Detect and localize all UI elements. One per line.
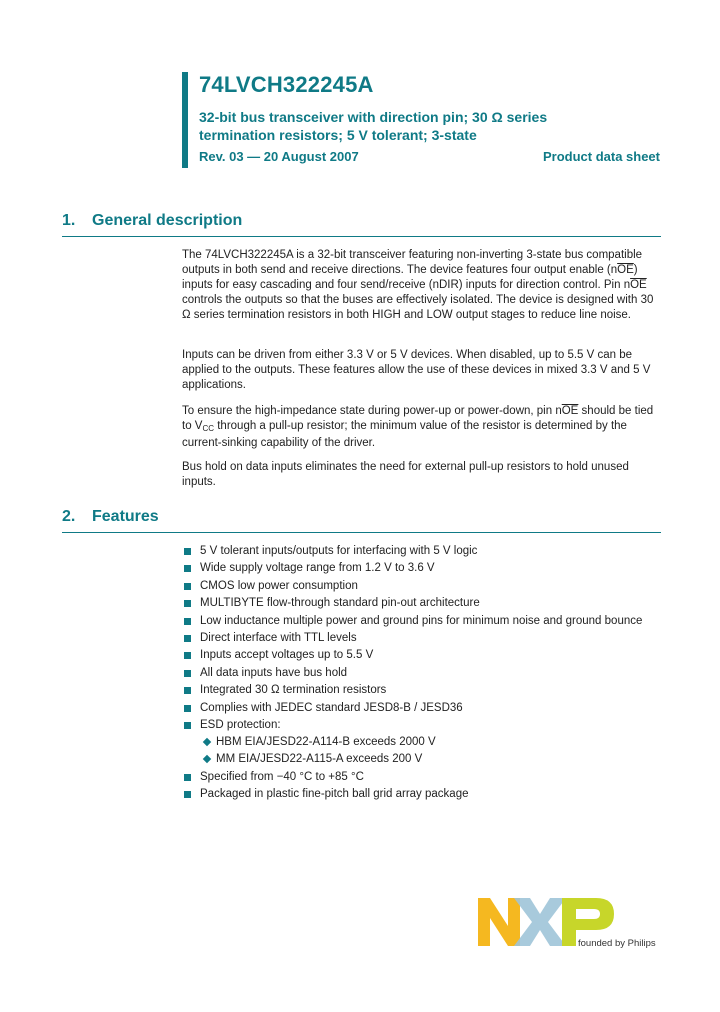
document-title: 74LVCH322245A <box>199 72 374 97</box>
square-bullet-icon <box>184 652 191 659</box>
logo-letter-n <box>478 898 520 946</box>
feature-item: Packaged in plastic fine-pitch ball grid array package <box>182 787 662 802</box>
section-general-description-heading <box>62 212 661 237</box>
subtitle-line-1: 32-bit bus transceiver with direction pin; 30 Ω series <box>199 109 548 125</box>
document-type: Product data sheet <box>542 149 660 164</box>
feature-item: Complies with JEDEC standard JESD8-B / JESD36 <box>182 701 662 716</box>
general-description-paragraph-4: Bus hold on data inputs eliminates the need for external pull-up resistors to hold unused inputs. <box>182 461 629 488</box>
header-accent-bar <box>182 72 188 168</box>
esd-sub-list <box>200 735 662 767</box>
section-number: 1. <box>62 212 76 229</box>
general-description-paragraph-1: The 74LVCH322245A is a 32-bit transceiver featuring non-inverting 3-state bus compatible outputs in both send and receive directions. The device features four output enable $(n\overline{OE})$ inputs for easy cascading and four send/receive (nDIR) inputs for direction control. Pin $n\overline{OE}$ controls the outputs so that the buses are effectively isolated. The device is designed with 30 Ω series termination resistors in both HIGH and LOW output stages to reduce line noise. <box>182 249 654 321</box>
nxp-logo <box>478 896 668 956</box>
feature-item: Inputs accept voltages up to 5.5 V <box>182 648 662 663</box>
feature-item: All data inputs have bus hold <box>182 666 662 681</box>
section-title: Features <box>92 508 159 525</box>
general-description-paragraph-3: To ensure the high-impedance state during power-up or power-down, pin $n\overline{OE}$ should be tied to $V_{CC}$ through a pull-up resistor; the minimum value of the resistor is determined by the current-sinking capability of the driver. <box>182 405 654 449</box>
feature-item: Specified from −40 °C to +85 °C <box>182 770 662 785</box>
revision-info: Rev. 03 — 20 August 2007 <box>199 149 359 164</box>
feature-item: Wide supply voltage range from 1.2 V to 3.6 V <box>182 561 662 576</box>
general-description-paragraph-2: Inputs can be driven from either 3.3 V or 5 V devices. When disabled, up to 5.5 V can be applied to the outputs. These features allow the use of these devices in mixed 3.3 V and 5 V applications. <box>182 349 651 391</box>
logo-tagline: founded by Philips <box>578 938 656 949</box>
square-bullet-icon <box>184 791 191 798</box>
square-bullet-icon <box>184 722 191 729</box>
feature-item: Low inductance multiple power and ground pins for minimum noise and ground bounce <box>182 614 662 629</box>
section-title: General description <box>92 212 243 229</box>
feature-item: MULTIBYTE flow-through standard pin-out architecture <box>182 596 662 611</box>
square-bullet-icon <box>184 600 191 607</box>
feature-item: CMOS low power consumption <box>182 579 662 594</box>
square-bullet-icon <box>184 670 191 677</box>
feature-item: Integrated 30 Ω termination resistors <box>182 683 662 698</box>
feature-item-esd: ESD protection: HBM EIA/JESD22-A114-B exceeds 2000 V MM EIA/JESD22-A115-A exceeds 200 V <box>182 718 662 767</box>
esd-item: HBM EIA/JESD22-A114-B exceeds 2000 V <box>200 735 662 750</box>
square-bullet-icon <box>184 583 191 590</box>
feature-item: Direct interface with TTL levels <box>182 631 662 646</box>
esd-item: MM EIA/JESD22-A115-A exceeds 200 V <box>200 752 662 767</box>
features-list <box>182 544 662 804</box>
subtitle-line-2: termination resistors; 5 V tolerant; 3-state <box>199 127 477 143</box>
section-number: 2. <box>62 508 76 525</box>
section-features-heading <box>62 508 661 533</box>
logo-letter-x <box>514 898 566 946</box>
square-bullet-icon <box>184 774 191 781</box>
document-subtitle <box>199 108 669 144</box>
diamond-bullet-icon <box>203 755 211 763</box>
feature-item: 5 V tolerant inputs/outputs for interfacing with 5 V logic <box>182 544 662 559</box>
square-bullet-icon <box>184 687 191 694</box>
diamond-bullet-icon <box>203 738 211 746</box>
square-bullet-icon <box>184 618 191 625</box>
square-bullet-icon <box>184 635 191 642</box>
square-bullet-icon <box>184 705 191 712</box>
square-bullet-icon <box>184 548 191 555</box>
square-bullet-icon <box>184 565 191 572</box>
